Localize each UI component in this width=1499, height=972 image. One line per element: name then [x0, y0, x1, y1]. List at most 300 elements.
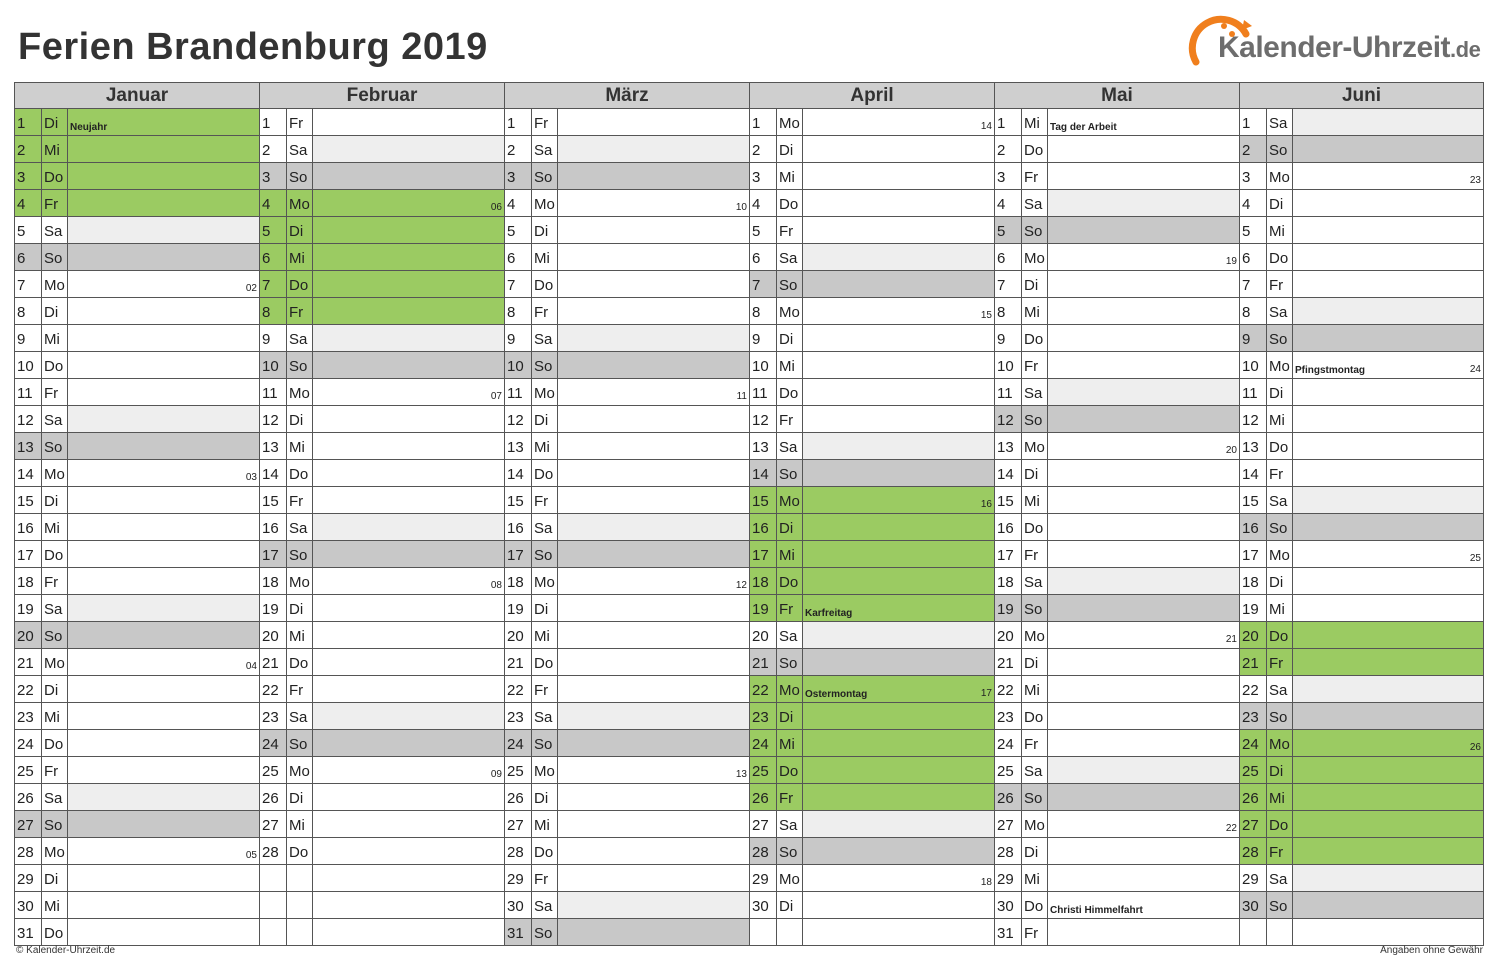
- day-note: [557, 703, 749, 729]
- day-row: [750, 325, 994, 352]
- day-note: [312, 514, 504, 540]
- weekday: Mo: [41, 838, 67, 864]
- weekday: So: [531, 163, 557, 189]
- day-number: 17: [1242, 547, 1259, 564]
- day-note: [312, 460, 504, 486]
- day-number: 18: [995, 568, 1021, 594]
- day-note: [1047, 433, 1239, 459]
- weekday: Sa: [1266, 109, 1292, 135]
- day-note: [1292, 595, 1483, 621]
- day-note: [557, 838, 749, 864]
- day-note: [802, 244, 994, 270]
- day-note: [1292, 649, 1483, 675]
- week-number: 14: [980, 121, 992, 132]
- day-row: [750, 163, 994, 190]
- day-row: [995, 487, 1239, 514]
- weekday: Fr: [1021, 352, 1047, 378]
- weekday: Do: [286, 460, 312, 486]
- week-number: 02: [245, 283, 257, 294]
- day-row: [505, 352, 749, 379]
- day-row: [995, 244, 1239, 271]
- day-number: 16: [260, 514, 286, 540]
- day-number: 27: [15, 811, 41, 837]
- weekday: Fr: [531, 676, 557, 702]
- day-number: 27: [997, 817, 1014, 834]
- day-row: [15, 460, 259, 487]
- weekday: Do: [286, 838, 312, 864]
- day-note: [557, 352, 749, 378]
- day-number: 23: [750, 703, 776, 729]
- day-number: 23: [1240, 703, 1266, 729]
- day-number: 28: [1240, 838, 1266, 864]
- day-number: 30: [505, 892, 531, 918]
- day-number: 3: [997, 169, 1006, 186]
- day-number: 2: [260, 136, 286, 162]
- day-number: 27: [750, 811, 776, 837]
- footer-disclaimer: Angaben ohne Gewähr: [1380, 945, 1483, 956]
- day-number: 21: [750, 649, 776, 675]
- day-note: [67, 811, 259, 837]
- month-column: [14, 82, 259, 946]
- day-number: 12: [995, 406, 1021, 432]
- day-number: 9: [1240, 325, 1266, 351]
- day-row: [15, 352, 259, 379]
- day-note: [312, 217, 504, 243]
- day-number: 30: [1240, 892, 1266, 918]
- day-note: [1292, 757, 1483, 783]
- day-note: [1047, 244, 1239, 270]
- weekday: Mi: [776, 730, 802, 756]
- day-note: [67, 244, 259, 270]
- day-note: [1292, 460, 1483, 486]
- day-note: [802, 649, 994, 675]
- day-row: [750, 271, 994, 298]
- day-row: [260, 703, 504, 730]
- weekday: Mi: [286, 811, 312, 837]
- day-note: [67, 379, 259, 405]
- day-note: [312, 757, 504, 783]
- weekday: Mo: [1266, 352, 1292, 378]
- weekday: [1266, 919, 1292, 945]
- day-number: 1: [1240, 109, 1266, 135]
- weekday: Sa: [41, 784, 67, 810]
- day-number: 21: [262, 655, 279, 672]
- day-number: 19: [1242, 601, 1259, 618]
- month-header: Juni: [1240, 82, 1483, 109]
- day-note: [312, 190, 504, 216]
- day-number: 28: [17, 844, 34, 861]
- day-number: 27: [262, 817, 279, 834]
- day-number: 10: [17, 358, 34, 375]
- day-note: [802, 514, 994, 540]
- day-note: [67, 460, 259, 486]
- day-note: [67, 163, 259, 189]
- day-row: [995, 190, 1239, 217]
- weekday: Do: [1021, 136, 1047, 162]
- day-note: [1292, 865, 1483, 891]
- day-number: 28: [750, 838, 776, 864]
- weekday: So: [531, 541, 557, 567]
- day-note: [67, 919, 259, 945]
- day-number: 26: [1240, 784, 1266, 810]
- day-note: [1047, 595, 1239, 621]
- day-number: 12: [15, 406, 41, 432]
- day-number: 25: [17, 763, 34, 780]
- weekday: Mi: [41, 892, 67, 918]
- day-number: 29: [1240, 865, 1266, 891]
- day-row: [15, 541, 259, 568]
- day-note: [557, 325, 749, 351]
- day-note: [557, 865, 749, 891]
- day-number: 20: [262, 628, 279, 645]
- weekday: Mo: [286, 757, 312, 783]
- day-number: 6: [997, 250, 1006, 267]
- day-note: [802, 730, 994, 756]
- weekday: Di: [1266, 190, 1292, 216]
- day-row: [750, 595, 994, 622]
- day-note: [1292, 298, 1483, 324]
- day-row: [260, 784, 504, 811]
- day-number: 28: [507, 844, 524, 861]
- day-note: [1047, 649, 1239, 675]
- weekday: So: [1021, 217, 1047, 243]
- month-column: [259, 82, 504, 946]
- day-note: [312, 622, 504, 648]
- day-row: [15, 163, 259, 190]
- day-number: [750, 919, 776, 945]
- day-number: 3: [1242, 169, 1251, 186]
- weekday: Mo: [41, 460, 67, 486]
- week-number: 20: [1225, 445, 1237, 456]
- day-number: 21: [1240, 649, 1266, 675]
- day-number: 5: [15, 217, 41, 243]
- weekday: Mi: [776, 541, 802, 567]
- weekday: Di: [776, 892, 802, 918]
- day-row: [750, 703, 994, 730]
- weekday: Fr: [41, 190, 67, 216]
- day-row: [505, 406, 749, 433]
- day-number: 25: [507, 763, 524, 780]
- page-title: Ferien Brandenburg 2019: [18, 26, 488, 68]
- day-number: 6: [1242, 250, 1251, 267]
- day-number: 7: [507, 277, 516, 294]
- weekday: So: [41, 244, 67, 270]
- day-number: 16: [997, 520, 1014, 537]
- day-number: 26: [15, 784, 41, 810]
- brand-logo[interactable]: [1188, 4, 1488, 70]
- day-number: 8: [1240, 298, 1266, 324]
- day-row: [260, 676, 504, 703]
- day-row: [505, 676, 749, 703]
- day-number: [260, 892, 286, 918]
- day-row: [1240, 703, 1483, 730]
- day-row: [505, 325, 749, 352]
- day-number: 2: [1240, 136, 1266, 162]
- day-number: 1: [507, 115, 516, 132]
- day-note: [1047, 163, 1239, 189]
- weekday: Fr: [531, 865, 557, 891]
- weekday: Di: [776, 514, 802, 540]
- day-note: [802, 190, 994, 216]
- weekday: Mi: [531, 622, 557, 648]
- day-row: [995, 352, 1239, 379]
- day-note: [557, 892, 749, 918]
- day-note: [1047, 298, 1239, 324]
- weekday: So: [1266, 892, 1292, 918]
- weekday: Mo: [1266, 541, 1292, 567]
- day-note: [1292, 784, 1483, 810]
- day-row: [505, 217, 749, 244]
- day-number: 19: [750, 595, 776, 621]
- weekday: Mi: [1021, 487, 1047, 513]
- day-note: [67, 676, 259, 702]
- day-number: 24: [260, 730, 286, 756]
- weekday: Di: [776, 325, 802, 351]
- day-row: [750, 298, 994, 325]
- weekday: Mi: [286, 244, 312, 270]
- day-row: [750, 406, 994, 433]
- weekday: Mi: [41, 325, 67, 351]
- weekday: Fr: [286, 109, 312, 135]
- day-number: 19: [507, 601, 524, 618]
- day-note: [557, 649, 749, 675]
- day-row: [260, 595, 504, 622]
- day-number: 17: [260, 541, 286, 567]
- weekday: [286, 865, 312, 891]
- day-row: [260, 838, 504, 865]
- day-row: [995, 622, 1239, 649]
- weekday: Fr: [41, 757, 67, 783]
- weekday: Di: [286, 784, 312, 810]
- day-number: 9: [505, 325, 531, 351]
- day-row: [260, 271, 504, 298]
- day-row: [15, 514, 259, 541]
- weekday: Sa: [41, 217, 67, 243]
- day-row: [505, 271, 749, 298]
- day-note: [802, 541, 994, 567]
- day-row: [15, 136, 259, 163]
- day-note: [1047, 406, 1239, 432]
- weekday: Do: [1266, 811, 1292, 837]
- day-note: [802, 379, 994, 405]
- day-row: [505, 757, 749, 784]
- day-number: 31: [505, 919, 531, 945]
- day-note: [312, 433, 504, 459]
- day-note: [312, 325, 504, 351]
- weekday: Mo: [1021, 433, 1047, 459]
- day-row: [505, 811, 749, 838]
- day-number: 8: [752, 304, 761, 321]
- day-note: [1047, 622, 1239, 648]
- day-row: [995, 136, 1239, 163]
- weekday: Do: [1266, 622, 1292, 648]
- day-row: [1240, 487, 1483, 514]
- weekday: So: [531, 730, 557, 756]
- day-number: 22: [1240, 676, 1266, 702]
- day-row: [995, 379, 1239, 406]
- weekday: [286, 919, 312, 945]
- holiday-label: Ostermontag: [805, 689, 868, 700]
- day-row: [505, 244, 749, 271]
- day-row: [15, 271, 259, 298]
- day-row: [1240, 433, 1483, 460]
- day-number: 17: [750, 541, 776, 567]
- weekday: Do: [286, 271, 312, 297]
- day-number: 17: [505, 541, 531, 567]
- weekday: Mo: [1266, 163, 1292, 189]
- day-number: 28: [997, 844, 1014, 861]
- day-number: 1: [15, 109, 41, 135]
- day-number: 18: [750, 568, 776, 594]
- day-note: [1047, 919, 1239, 945]
- day-row: [505, 784, 749, 811]
- day-row: [750, 865, 994, 892]
- day-number: 13: [262, 439, 279, 456]
- day-row: [15, 676, 259, 703]
- day-number: 29: [17, 871, 34, 888]
- day-row: [505, 460, 749, 487]
- weekday: Do: [531, 838, 557, 864]
- day-row: [260, 379, 504, 406]
- day-row: [750, 784, 994, 811]
- day-number: 10: [1242, 358, 1259, 375]
- day-number: 31: [17, 925, 34, 942]
- day-number: 26: [507, 790, 524, 807]
- day-note: [312, 487, 504, 513]
- day-note: [557, 460, 749, 486]
- day-note: [312, 649, 504, 675]
- day-number: 8: [507, 304, 516, 321]
- day-number: [260, 865, 286, 891]
- day-row: [1240, 838, 1483, 865]
- day-note: [1047, 514, 1239, 540]
- day-note: [1047, 271, 1239, 297]
- day-number: 24: [17, 736, 34, 753]
- day-note: [67, 136, 259, 162]
- weekday: So: [531, 919, 557, 945]
- day-note: [1292, 676, 1483, 702]
- day-row: [750, 622, 994, 649]
- weekday: Fr: [1266, 649, 1292, 675]
- day-row: [750, 487, 994, 514]
- day-row: [15, 784, 259, 811]
- day-number: 10: [752, 358, 769, 375]
- weekday: Mi: [286, 622, 312, 648]
- day-number: 16: [505, 514, 531, 540]
- weekday: Sa: [1021, 568, 1047, 594]
- weekday: Di: [286, 217, 312, 243]
- day-row: [505, 487, 749, 514]
- day-note: [1292, 271, 1483, 297]
- day-row: [15, 811, 259, 838]
- weekday: Mi: [1021, 109, 1047, 135]
- day-number: 20: [507, 628, 524, 645]
- weekday: Di: [1021, 460, 1047, 486]
- day-row: [15, 433, 259, 460]
- day-note: [557, 595, 749, 621]
- day-note: [312, 730, 504, 756]
- day-row: [505, 136, 749, 163]
- day-note: [67, 730, 259, 756]
- day-row: [1240, 352, 1483, 379]
- day-note: [802, 892, 994, 918]
- day-note: [1292, 163, 1483, 189]
- weekday: Fr: [1266, 460, 1292, 486]
- day-row: [15, 622, 259, 649]
- day-row: [995, 838, 1239, 865]
- day-row: [1240, 919, 1483, 946]
- day-note: [557, 919, 749, 945]
- day-note: [1047, 487, 1239, 513]
- day-note: [312, 136, 504, 162]
- day-number: 13: [15, 433, 41, 459]
- day-row: [15, 217, 259, 244]
- day-number: 12: [1242, 412, 1259, 429]
- day-row: [505, 595, 749, 622]
- day-row: [505, 622, 749, 649]
- day-note: [557, 487, 749, 513]
- day-number: 14: [750, 460, 776, 486]
- weekday: Di: [1266, 568, 1292, 594]
- day-note: [802, 595, 994, 621]
- day-row: [260, 433, 504, 460]
- day-number: 29: [752, 871, 769, 888]
- day-note: [312, 892, 504, 918]
- weekday: Sa: [531, 892, 557, 918]
- weekday: Mo: [776, 487, 802, 513]
- day-note: [67, 649, 259, 675]
- day-row: [995, 433, 1239, 460]
- month-header: Februar: [260, 82, 504, 109]
- day-number: 23: [997, 709, 1014, 726]
- day-row: [505, 541, 749, 568]
- footer-copyright: © Kalender-Uhrzeit.de: [16, 945, 116, 956]
- day-number: 12: [752, 412, 769, 429]
- day-row: [995, 865, 1239, 892]
- day-number: 2: [505, 136, 531, 162]
- weekday: Do: [776, 757, 802, 783]
- day-note: [557, 298, 749, 324]
- day-row: [750, 136, 994, 163]
- day-row: [15, 730, 259, 757]
- week-number: 06: [490, 202, 502, 213]
- day-number: 21: [507, 655, 524, 672]
- weekday: Mi: [286, 433, 312, 459]
- day-note: [312, 352, 504, 378]
- day-number: 4: [995, 190, 1021, 216]
- day-note: [557, 757, 749, 783]
- day-row: [260, 136, 504, 163]
- day-row: [995, 784, 1239, 811]
- day-row: [995, 325, 1239, 352]
- day-note: [67, 325, 259, 351]
- holiday-label: Christi Himmelfahrt: [1050, 905, 1143, 916]
- day-number: 3: [752, 169, 761, 186]
- day-note: [1047, 460, 1239, 486]
- day-row: [15, 109, 259, 136]
- day-note: [312, 271, 504, 297]
- day-note: [802, 838, 994, 864]
- day-row: [260, 730, 504, 757]
- weekday: Sa: [1266, 676, 1292, 702]
- day-note: [312, 676, 504, 702]
- day-number: 14: [997, 466, 1014, 483]
- day-note: [67, 757, 259, 783]
- day-note: [802, 163, 994, 189]
- day-number: 26: [750, 784, 776, 810]
- day-row: [995, 568, 1239, 595]
- day-row: [995, 649, 1239, 676]
